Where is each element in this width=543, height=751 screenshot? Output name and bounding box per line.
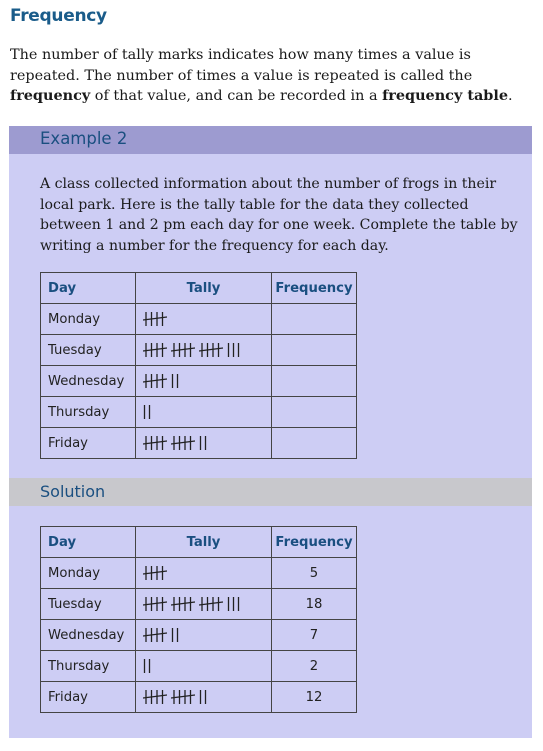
cell-tally bbox=[136, 651, 272, 682]
cell-day: Thursday bbox=[41, 651, 136, 682]
cell-tally bbox=[136, 304, 272, 335]
table-row bbox=[41, 651, 357, 682]
cell-tally bbox=[136, 682, 272, 713]
cell-day: Monday bbox=[41, 558, 136, 589]
cell-frequency bbox=[272, 304, 357, 335]
cell-tally bbox=[136, 428, 272, 459]
cell-tally bbox=[136, 335, 272, 366]
intro-line-2a: The number of times a value is repeated is called the bbox=[84, 67, 473, 84]
tally-table-question bbox=[40, 272, 357, 459]
tally-marks bbox=[143, 658, 155, 674]
tally-group-five bbox=[143, 311, 167, 327]
cell-frequency bbox=[272, 397, 357, 428]
example-panel bbox=[9, 126, 532, 738]
tally-group-five bbox=[143, 565, 167, 581]
cell-tally bbox=[136, 397, 272, 428]
table-row bbox=[41, 335, 357, 366]
tally-group-five bbox=[199, 596, 223, 612]
tally-group-five bbox=[143, 596, 167, 612]
tally-group bbox=[171, 627, 183, 643]
tally-marks bbox=[143, 435, 211, 451]
cell-day: Thursday bbox=[41, 397, 136, 428]
header-frequency: Frequency bbox=[272, 527, 357, 558]
table-header-row bbox=[41, 527, 357, 558]
cell-tally bbox=[136, 589, 272, 620]
tally-group-five bbox=[143, 373, 167, 389]
intro-line-2c: of that value, and can be recorded in a bbox=[90, 88, 383, 104]
solution-header-bar bbox=[9, 478, 532, 506]
tally-group bbox=[227, 342, 244, 358]
cell-frequency bbox=[272, 335, 357, 366]
tally-marks bbox=[143, 565, 167, 581]
cell-tally bbox=[136, 558, 272, 589]
cell-day: Wednesday bbox=[41, 366, 136, 397]
tally-marks bbox=[143, 342, 244, 358]
table-row bbox=[41, 620, 357, 651]
example-question: A class collected information about the number of frogs in their local park. Here is the tally table for the data they collected between 1 and 2 pm each day for one week. Complete the table by writing a number for the frequency for each day. bbox=[40, 176, 518, 254]
tally-marks bbox=[143, 627, 183, 643]
cell-tally bbox=[136, 366, 272, 397]
cell-day: Friday bbox=[41, 428, 136, 459]
tally-group-five bbox=[143, 435, 167, 451]
cell-day: Tuesday bbox=[41, 335, 136, 366]
section-heading: Frequency bbox=[10, 6, 107, 26]
solution-rows bbox=[41, 558, 357, 713]
tally-marks bbox=[143, 373, 183, 389]
tally-group-five bbox=[171, 435, 195, 451]
tally-marks bbox=[143, 311, 167, 327]
cell-frequency bbox=[272, 366, 357, 397]
cell-day: Tuesday bbox=[41, 589, 136, 620]
cell-frequency bbox=[272, 428, 357, 459]
tally-marks bbox=[143, 689, 211, 705]
tally-group-five bbox=[143, 342, 167, 358]
solution-title: Solution bbox=[40, 482, 106, 501]
cell-frequency: 5 bbox=[272, 558, 357, 589]
question-rows bbox=[41, 304, 357, 459]
header-tally: Tally bbox=[136, 527, 272, 558]
term-frequency-table: frequency table bbox=[382, 87, 508, 104]
tally-marks bbox=[143, 596, 244, 612]
tally-group-five bbox=[171, 689, 195, 705]
table-row bbox=[41, 589, 357, 620]
cell-day: Wednesday bbox=[41, 620, 136, 651]
tally-group-five bbox=[143, 689, 167, 705]
cell-frequency: 12 bbox=[272, 682, 357, 713]
table-row bbox=[41, 397, 357, 428]
tally-group bbox=[143, 658, 155, 674]
tally-group-five bbox=[199, 342, 223, 358]
cell-day: Monday bbox=[41, 304, 136, 335]
table-row bbox=[41, 682, 357, 713]
tally-group bbox=[199, 435, 211, 451]
table-row bbox=[41, 366, 357, 397]
intro-line-1: The number of tally marks indicates how many times a value is repeated. bbox=[10, 47, 471, 84]
tally-marks bbox=[143, 404, 155, 420]
header-day: Day bbox=[41, 527, 136, 558]
cell-tally bbox=[136, 620, 272, 651]
intro-paragraph bbox=[10, 45, 535, 107]
example-header-bar bbox=[9, 126, 532, 154]
tally-group-five bbox=[171, 596, 195, 612]
tally-group bbox=[227, 596, 244, 612]
tally-group bbox=[143, 404, 155, 420]
header-tally: Tally bbox=[136, 273, 272, 304]
tally-table-solution bbox=[40, 526, 357, 713]
intro-line-2e: . bbox=[507, 88, 513, 104]
header-frequency: Frequency bbox=[272, 273, 357, 304]
tally-group-five bbox=[171, 342, 195, 358]
example-title: Example 2 bbox=[40, 129, 128, 148]
table-row bbox=[41, 558, 357, 589]
tally-group bbox=[199, 689, 211, 705]
cell-day: Friday bbox=[41, 682, 136, 713]
table-header-row bbox=[41, 273, 357, 304]
tally-group bbox=[171, 373, 183, 389]
header-day: Day bbox=[41, 273, 136, 304]
cell-frequency: 18 bbox=[272, 589, 357, 620]
term-frequency: frequency bbox=[10, 87, 91, 104]
table-row bbox=[41, 304, 357, 335]
cell-frequency: 7 bbox=[272, 620, 357, 651]
tally-group-five bbox=[143, 627, 167, 643]
table-row bbox=[41, 428, 357, 459]
cell-frequency: 2 bbox=[272, 651, 357, 682]
